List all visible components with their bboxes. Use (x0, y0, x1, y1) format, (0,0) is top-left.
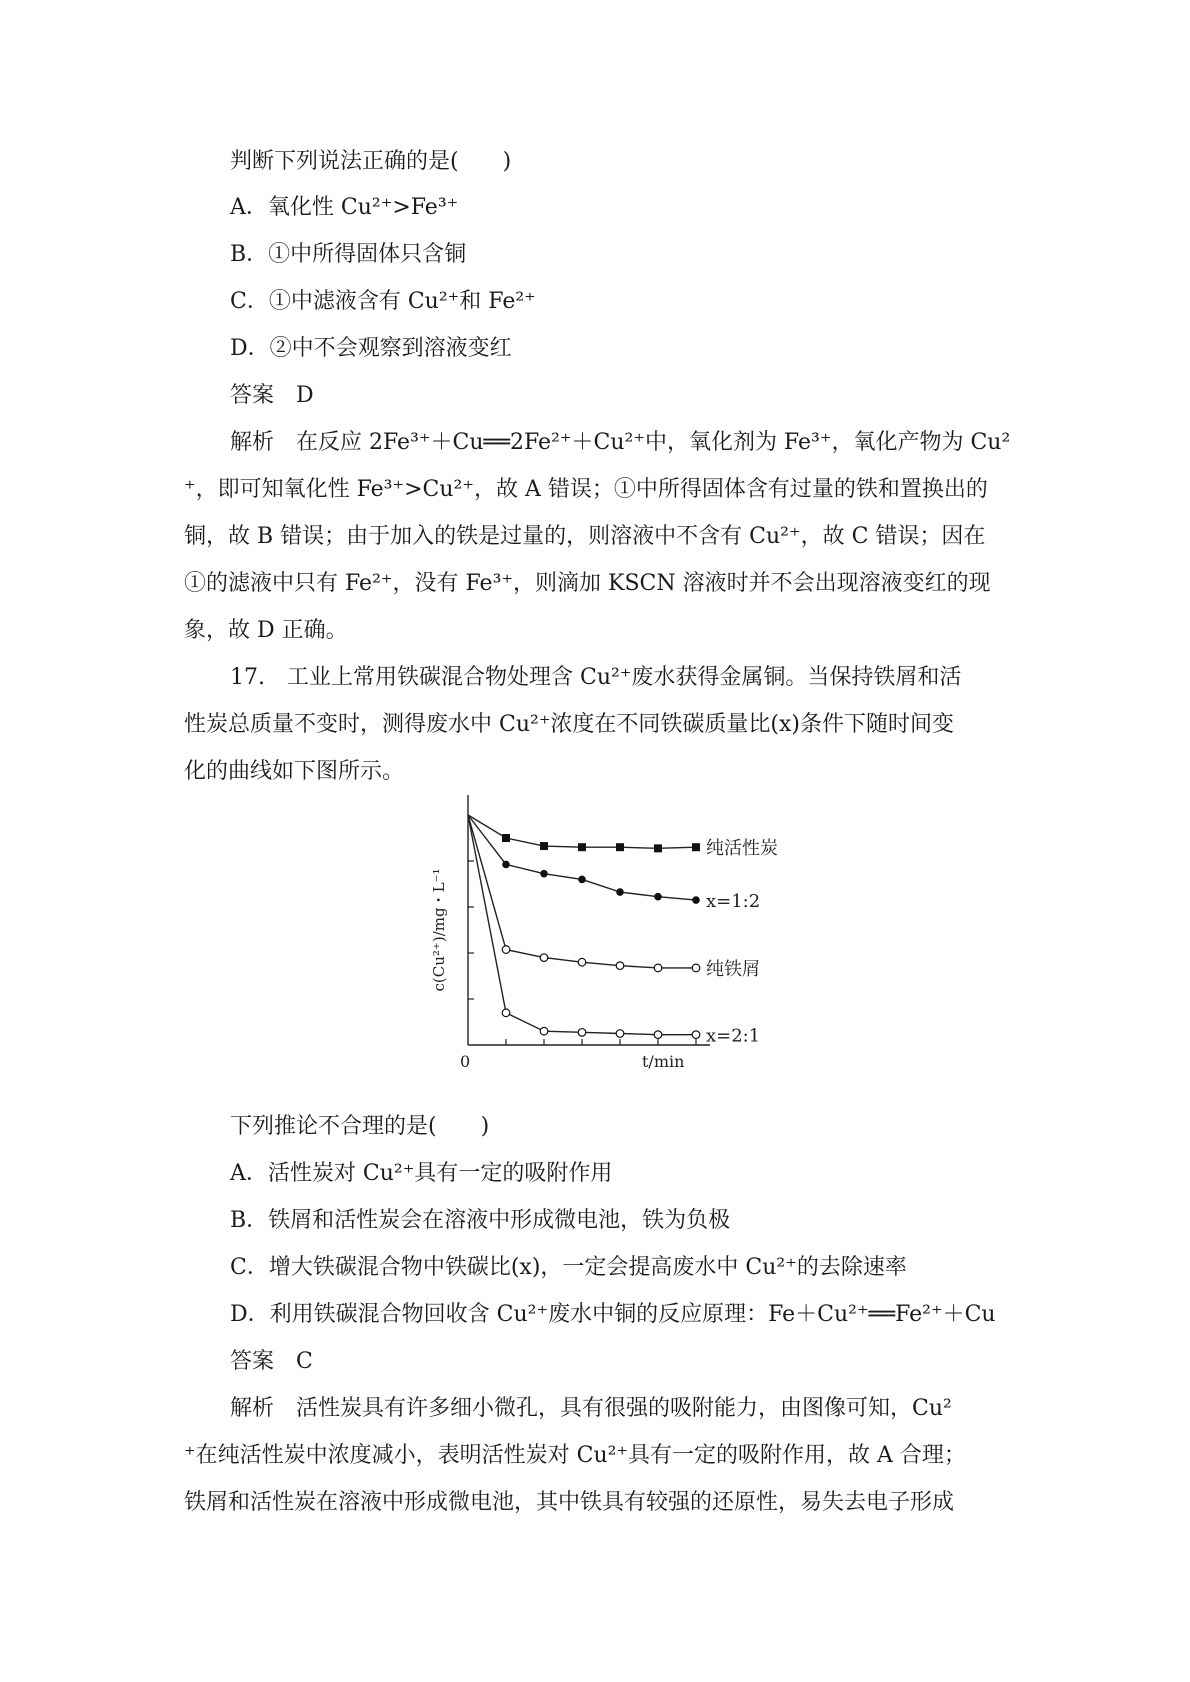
series-label: 纯活性炭 (706, 838, 778, 860)
data-point-square (616, 843, 624, 851)
data-point-square (540, 842, 548, 850)
data-point-filled (654, 893, 662, 901)
q17-stem-line: 性炭总质量不变时，测得废水中 Cu²⁺浓度在不同铁碳质量比(x)条件下随时间变 (184, 712, 955, 737)
q16-answer: 答案 D (230, 383, 314, 408)
q17-option-c: C．增大铁碳混合物中铁碳比(x)，一定会提高废水中 Cu²⁺的去除速率 (230, 1255, 907, 1280)
q17-stem-line: 17. 工业上常用铁碳混合物处理含 Cu²⁺废水获得金属铜。当保持铁屑和活 (230, 665, 962, 690)
q16-analysis-line: 象，故 D 正确。 (184, 618, 348, 643)
data-point-filled (692, 896, 700, 904)
q16-stem: 判断下列说法正确的是( ) (230, 149, 512, 174)
series-line (468, 815, 696, 900)
data-point-open (692, 964, 700, 972)
data-point-square (692, 843, 700, 851)
q16-analysis-line: ⁺，即可知氧化性 Fe³⁺>Cu²⁺，故 A 错误；①中所得固体含有过量的铁和置换出的 (184, 477, 988, 502)
q16-option-b: B．①中所得固体只含铜 (230, 242, 467, 267)
y-axis-label: c(Cu²⁺)/mg・L⁻¹ (430, 868, 448, 992)
data-point-open (616, 1030, 624, 1038)
q17-option-d: D．利用铁碳混合物回收含 Cu²⁺废水中铜的反应原理：Fe＋Cu²⁺══Fe²⁺＋Cu (230, 1302, 996, 1327)
q17-option-b: B．铁屑和活性炭会在溶液中形成微电池，铁为负极 (230, 1208, 731, 1233)
data-point-square (578, 843, 586, 851)
data-point-open (654, 1031, 662, 1039)
q17-stem-line: 化的曲线如下图所示。 (184, 759, 405, 784)
data-point-open (502, 946, 510, 954)
q16-analysis-line: ①的滤液中只有 Fe²⁺，没有 Fe³⁺，则滴加 KSCN 溶液时并不会出现溶液变红的现 (184, 571, 991, 596)
series-label: x=2:1 (706, 1025, 761, 1047)
x-axis-label: t/min (642, 1052, 685, 1071)
data-point-open (578, 958, 586, 966)
data-point-open (578, 1029, 586, 1037)
data-point-square (502, 834, 510, 842)
q17-analysis-line: 解析 活性炭具有许多细小微孔，具有很强的吸附能力，由图像可知，Cu² (230, 1396, 952, 1421)
q16-analysis-line: 铜，故 B 错误；由于加入的铁是过量的，则溶液中不含有 Cu²⁺，故 C 错误；因在 (184, 524, 986, 549)
q17-question: 下列推论不合理的是( ) (230, 1114, 490, 1139)
data-point-open (654, 964, 662, 972)
origin-label: 0 (460, 1052, 471, 1071)
series-label: 纯铁屑 (706, 958, 760, 980)
q16-option-c: C．①中滤液含有 Cu²⁺和 Fe²⁺ (230, 289, 536, 314)
q16-option-d: D．②中不会观察到溶液变红 (230, 336, 512, 361)
concentration-time-chart (420, 785, 830, 1075)
data-point-open (616, 962, 624, 970)
q17-analysis-line: 铁屑和活性炭在溶液中形成微电池，其中铁具有较强的还原性，易失去电子形成 (184, 1490, 955, 1515)
data-point-open (502, 1009, 510, 1017)
data-point-filled (578, 876, 586, 884)
series-label: x=1:2 (706, 891, 761, 913)
q17-answer: 答案 C (230, 1349, 313, 1374)
data-point-open (540, 954, 548, 962)
q16-analysis-line: 解析 在反应 2Fe³⁺＋Cu══2Fe²⁺＋Cu²⁺中，氧化剂为 Fe³⁺，氧化产物为 Cu² (230, 430, 1011, 455)
data-point-open (540, 1027, 548, 1035)
q17-analysis-line: ⁺在纯活性炭中浓度减小，表明活性炭对 Cu²⁺具有一定的吸附作用，故 A 合理； (184, 1443, 966, 1468)
data-point-filled (502, 861, 510, 869)
chart-series-markers (502, 834, 700, 1038)
chart-labels (430, 838, 778, 1071)
data-point-filled (540, 870, 548, 878)
q16-option-a: A．氧化性 Cu²⁺>Fe³⁺ (230, 195, 459, 220)
data-point-square (654, 844, 662, 852)
data-point-open (692, 1031, 700, 1039)
q17-option-a: A．活性炭对 Cu²⁺具有一定的吸附作用 (230, 1161, 613, 1186)
data-point-filled (616, 888, 624, 896)
